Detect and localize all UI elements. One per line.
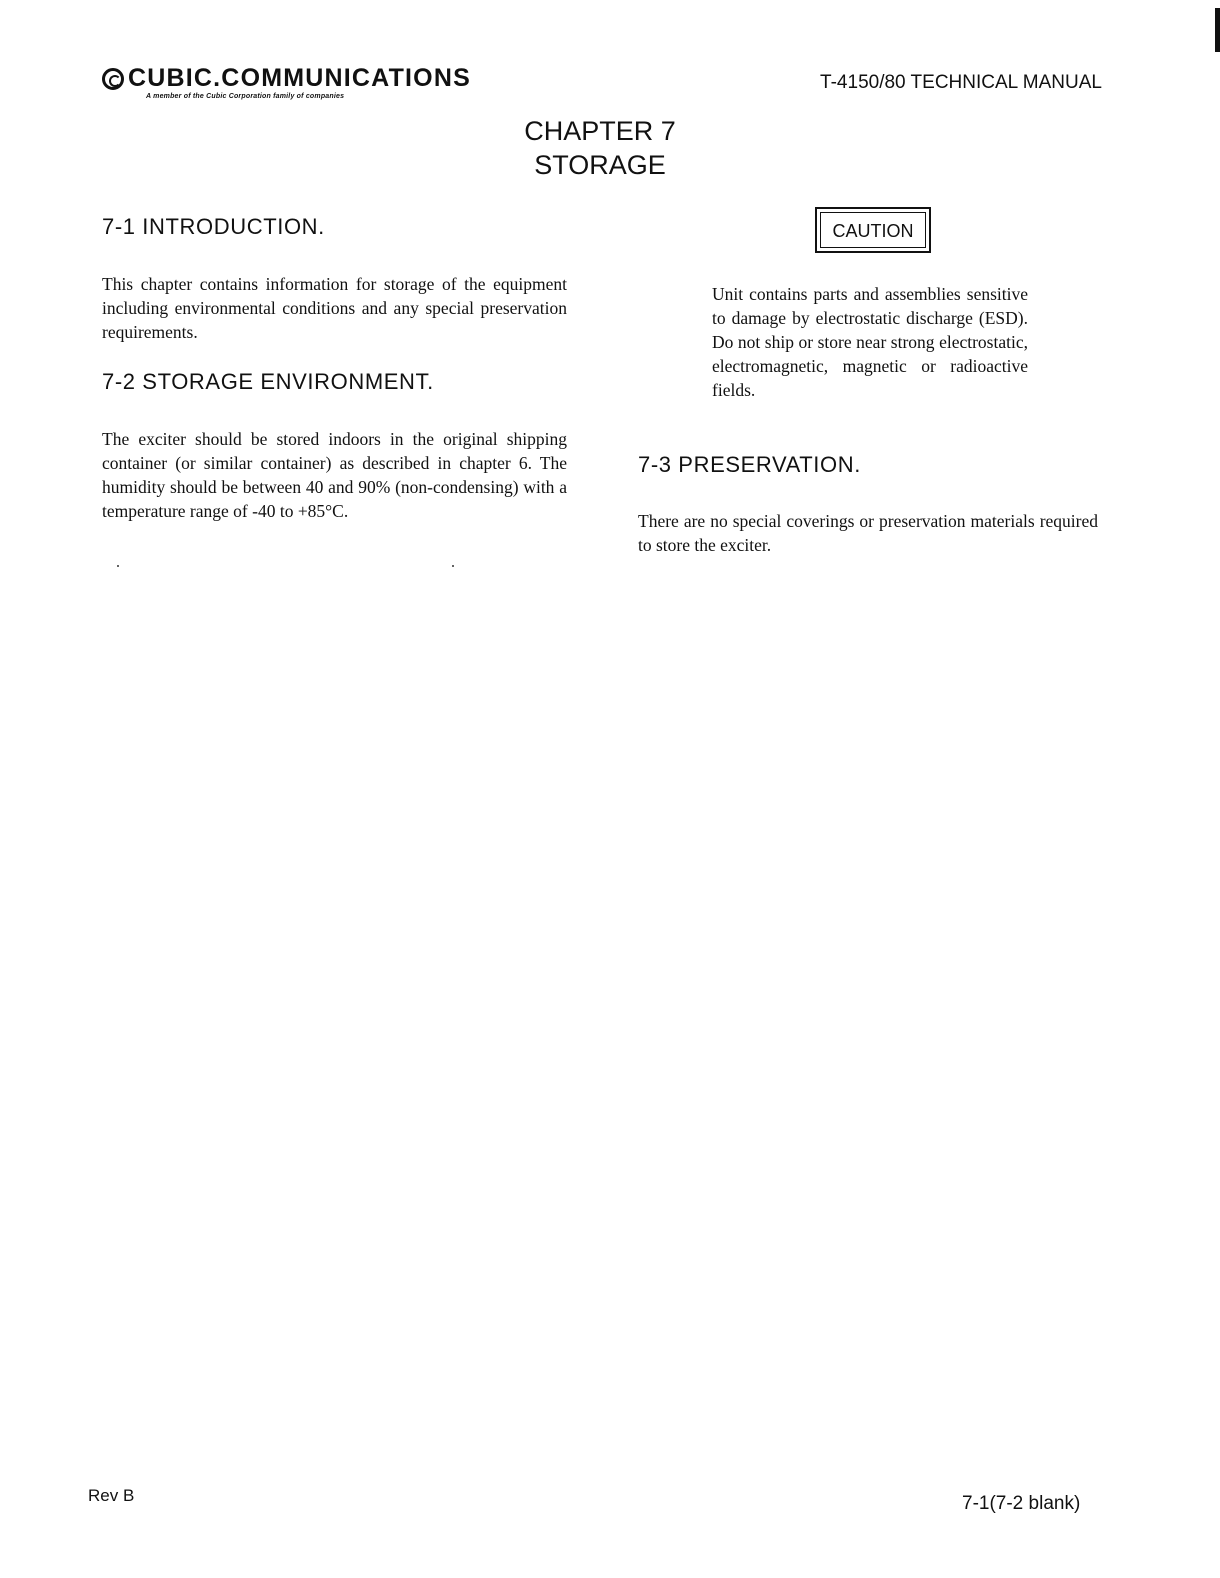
scan-speck — [452, 565, 454, 567]
company-logo — [102, 64, 471, 100]
section-heading-storage-environment: 7-2 STORAGE ENVIRONMENT. — [102, 369, 434, 394]
company-name: CUBIC.COMMUNICATIONS — [128, 64, 471, 92]
manual-title: T-4150/80 TECHNICAL MANUAL — [820, 72, 1102, 93]
preservation-paragraph: There are no special coverings or preservation materials required to store the exciter. — [638, 511, 1098, 555]
chapter-number: CHAPTER 7 — [524, 116, 676, 146]
scan-speck — [117, 565, 119, 567]
caution-paragraph: Unit contains parts and assemblies sensitive to damage by electrostatic discharge (ESD). Do not ship or store near strong electrostatic, electromagnetic, magnetic or radioactive fields. — [712, 284, 1028, 400]
chapter-title: STORAGE — [534, 150, 666, 180]
cubic-logo-icon — [102, 68, 124, 90]
section-heading-introduction: 7-1 INTRODUCTION. — [102, 214, 325, 239]
page-edge-mark — [1215, 8, 1220, 52]
caution-label: CAUTION — [820, 212, 926, 248]
section-heading-preservation: 7-3 PRESERVATION. — [638, 452, 861, 477]
page-number: 7-1(7-2 blank) — [962, 1493, 1081, 1514]
revision-label: Rev B — [88, 1486, 135, 1505]
caution-box — [815, 207, 931, 253]
introduction-paragraph: This chapter contains information for storage of the equipment including environmental conditions and any special preservation requirements. — [102, 274, 567, 342]
storage-environment-paragraph: The exciter should be stored indoors in the original shipping container (or similar container) as described in chapter 6. The humidity should be between 40 and 90% (non-condensing) with a temperature range of -40 to +85°C. — [102, 429, 567, 521]
company-tagline: A member of the Cubic Corporation family of companies — [146, 93, 345, 100]
